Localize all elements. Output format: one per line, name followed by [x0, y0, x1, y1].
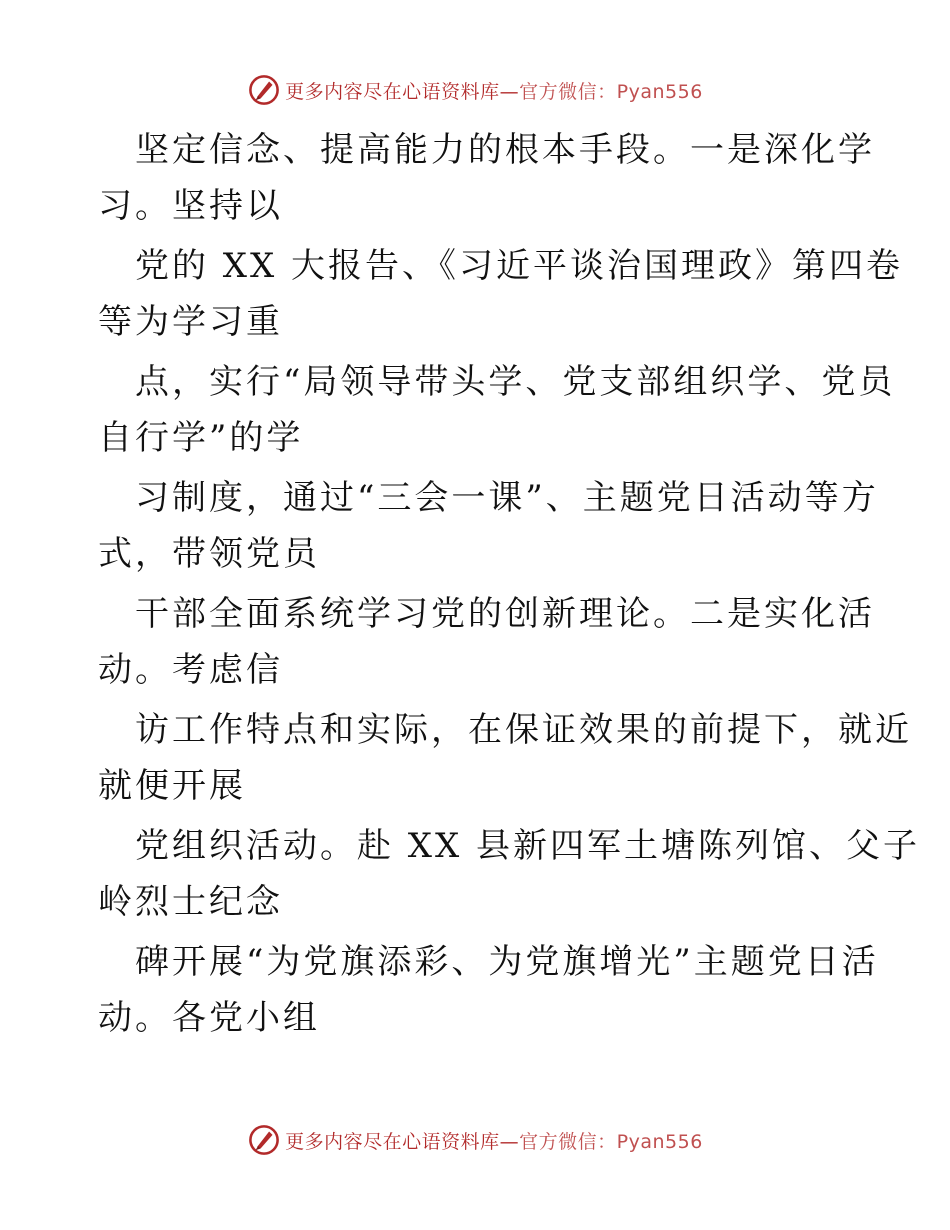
- body-line: 坚定信念、提高能力的根本手段。一是深化学: [135, 130, 875, 170]
- body-line: 干部全面系统学习党的创新理论。二是实化活: [135, 594, 875, 634]
- body-line: 动。考虑信: [98, 650, 283, 690]
- body-line: 党的 XX 大报告、《习近平谈治国理政》第四卷: [135, 246, 904, 286]
- banner-text: [285, 77, 703, 104]
- banner-wechat-text: 官方微信：Pyan556: [519, 1130, 703, 1153]
- body-line: 式，带领党员: [98, 534, 320, 574]
- pen-logo-icon: [247, 1123, 281, 1157]
- body-line: 习。坚持以: [98, 186, 283, 226]
- body-line: 访工作特点和实际，在保证效果的前提下，就近: [135, 710, 912, 750]
- body-line: 岭烈士纪念: [98, 882, 283, 922]
- body-line: 点，实行“局领导带头学、党支部组织学、党员: [135, 362, 896, 402]
- footer-banner: [0, 1120, 950, 1160]
- banner-text: [285, 1127, 703, 1154]
- body-line: 党组织活动。赴 XX 县新四军土塘陈列馆、父子: [135, 826, 921, 866]
- body-line: 动。各党小组: [98, 998, 320, 1038]
- pen-logo-icon: [247, 73, 281, 107]
- banner-main-text: 更多内容尽在心语资料库—: [285, 80, 520, 103]
- body-line: 自行学”的学: [98, 418, 304, 458]
- body-line: 等为学习重: [98, 302, 283, 342]
- body-line: 习制度，通过“三会一课”、主题党日活动等方: [135, 478, 879, 518]
- body-line: 碑开展“为党旗添彩、为党旗增光”主题党日活: [135, 942, 879, 982]
- header-banner: [0, 70, 950, 110]
- banner-wechat-text: 官方微信：Pyan556: [519, 80, 703, 103]
- body-line: 就便开展: [98, 766, 246, 806]
- banner-main-text: 更多内容尽在心语资料库—: [285, 1130, 520, 1153]
